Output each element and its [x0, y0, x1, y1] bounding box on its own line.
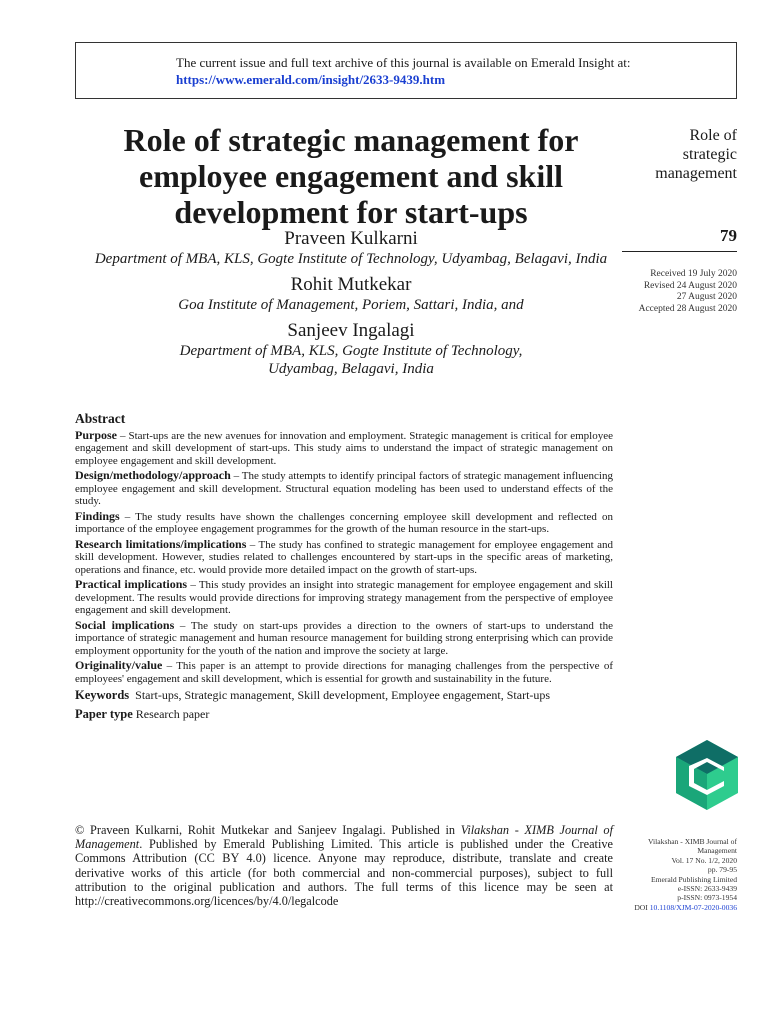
article-dates: Received 19 July 2020 Revised 24 August 2020 27 August 2020 Accepted 28 August 2020: [638, 269, 737, 314]
journal-availability-banner: [75, 42, 737, 99]
doi: DOI 10.1108/XJM-07-2020-0036: [634, 902, 737, 912]
abstract-heading: Abstract: [75, 411, 126, 426]
doi-link[interactable]: 10.1108/XJM-07-2020-0036: [649, 902, 737, 912]
abstract-section: Design/methodology/approach – The study attempts to identify principal factors of strategic management influencing employee engagement and skill development. Structural equation modeling has been used to understand effects of the study.: [75, 468, 613, 507]
paper-type: Paper type Research paper: [75, 706, 210, 721]
running-head: Role of strategic management: [655, 127, 737, 182]
title-line: employee engagement and skill: [139, 158, 563, 194]
emerald-logo-icon: [676, 740, 738, 810]
abstract-section: Research limitations/implications – The study has confined to strategic management for employee engagement and skill development. However, studies related to challenges encountered by start-ups in the specific areas of marketing, operations and finance, etc. would provide more detailed impact on the growth of start-ups.: [75, 536, 613, 576]
abstract: [75, 413, 613, 720]
copyright-notice: © Praveen Kulkarni, Rohit Mutkekar and Sanjeev Ingalagi. Published in Vilakshan - XIMB Journal of Management. Published by Emerald Publishing Limited. This article is published under the Creative Commons Attribution (CC BY 4.0) licence. Anyone may reproduce, distribute, translate and create derivative works of this article (for both commercial and non-commercial purposes), subject to full attribution to the original publication and authors. The full terms of this licence may be seen at http://creativecommons.org/licences/by/4.0/legalcode: [75, 823, 613, 909]
abstract-section: Originality/value – This paper is an attempt to provide directions for managing challenges from the perspective of employees' engagement and skill development, which is essential for growth and sustainability in the future.: [75, 658, 613, 685]
abstract-section: Findings – The study results have shown the challenges concerning employee skill development and reflected on importance of the employee engagement programmes for the growth of the human resource in the start-ups.: [75, 508, 613, 535]
keywords: Keywords Start-ups, Strategic management, Skill development, Employee engagement, Start-ups: [75, 688, 551, 702]
author-affiliation: Department of MBA, KLS, Gogte Institute of Technology, Udyambag, Belagavi, India: [179, 343, 523, 377]
author-affiliation: Department of MBA, KLS, Gogte Institute of Technology, Udyambag, Belagavi, India: [94, 251, 608, 267]
author-name: Sanjeev Ingalagi: [287, 320, 415, 341]
journal-metadata: Vilakshan - XIMB Journal of Management Vol. 17 No. 1/2, 2020 pp. 79-95 Emerald Publishing Limited e-ISSN: 2633-9439 p-ISSN: 0973-1954 DOI 10.1108/XJM-07-2020-0036: [612, 837, 737, 912]
abstract-section: Practical implications – This study provides an insight into strategic management for employee engagement and skill development. The results would provide directions for improving strategy management from the perspective of employee engagement and skill development.: [75, 577, 613, 616]
divider: [622, 251, 737, 252]
author-affiliation: Goa Institute of Management, Poriem, Sattari, India, and: [178, 297, 524, 313]
page-number: 79: [720, 226, 737, 245]
author-name: Praveen Kulkarni: [284, 228, 418, 249]
journal-url-link[interactable]: https://www.emerald.com/insight/2633-9439.htm: [176, 72, 446, 87]
abstract-section: Social implications – The study on start-ups provides a direction to the owners of start-ups to understand the importance of strategic management and human resource management for building strong enterprising which can provide employment opportunity for the youth of the nation and improve the society at large.: [75, 617, 613, 657]
article-title: [75, 122, 627, 230]
title-line: Role of strategic management for: [123, 122, 579, 158]
banner-text: The current issue and full text archive of this journal is available on Emerald Insight at:: [176, 55, 631, 70]
author-name: Rohit Mutkekar: [290, 274, 412, 295]
title-line: development for start-ups: [174, 194, 528, 230]
abstract-section: Purpose – Start-ups are the new avenues for innovation and employment. Strategic management is critical for employee engagement and skill development of start-ups. This study aims to understand the impact of strategic management on employee engagement and skill development.: [75, 427, 613, 467]
